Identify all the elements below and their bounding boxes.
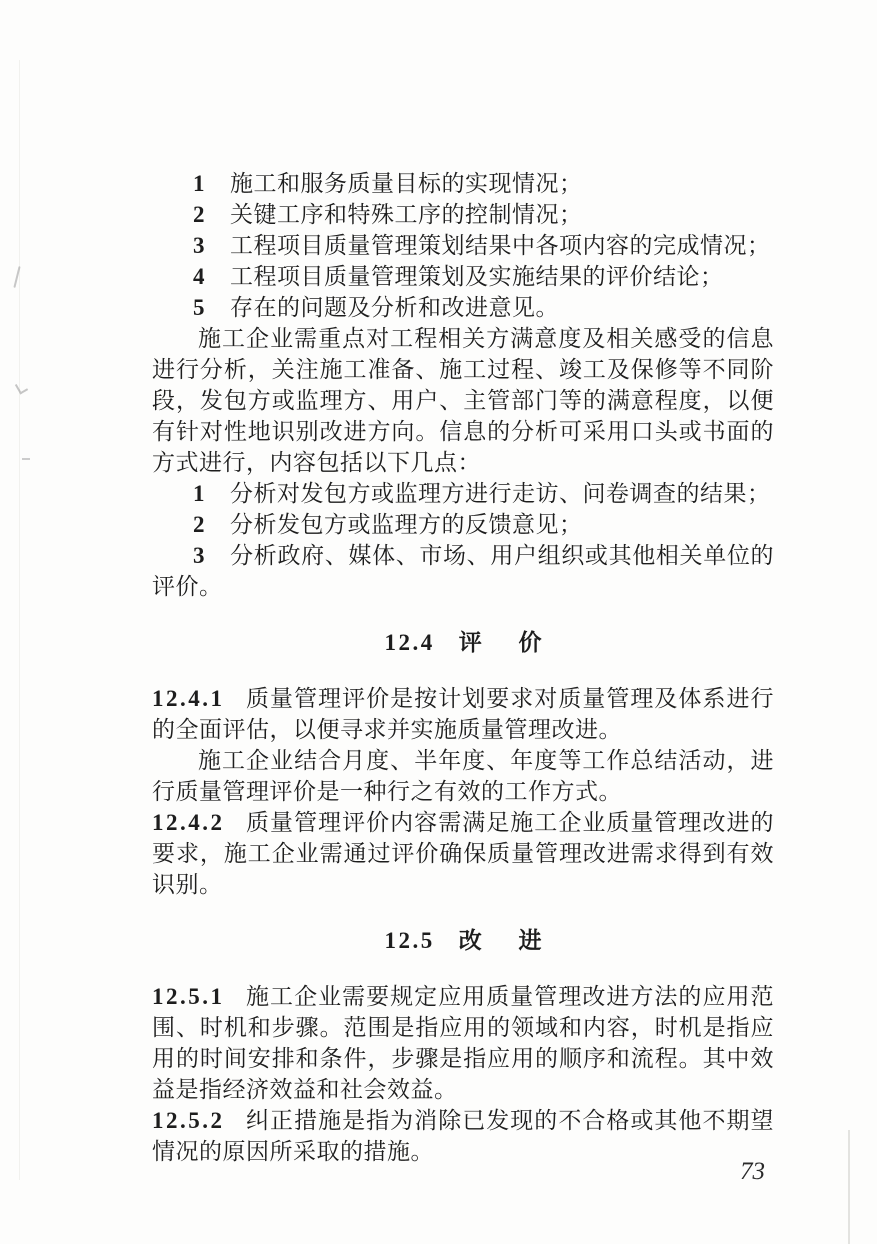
- item-text: 施工和服务质量目标的实现情况；: [230, 171, 583, 196]
- item-number: 3: [193, 233, 205, 258]
- numbered-item: [152, 509, 774, 540]
- item-number: 1: [193, 171, 205, 196]
- item-text: 工程项目质量管理策划结果中各项内容的完成情况；: [230, 233, 771, 258]
- clause-12-5-2: [152, 1105, 774, 1167]
- section-title: 改进: [458, 928, 579, 953]
- item-number: 3: [193, 543, 205, 568]
- clause-12-5-1: [152, 981, 774, 1105]
- numbered-item: [152, 199, 774, 230]
- clause-number: 12.5.2: [152, 1108, 225, 1133]
- item-text: 工程项目质量管理策划及实施结果的评价结论；: [230, 264, 724, 289]
- section-number: 12.5: [384, 928, 435, 953]
- scan-artifact-slash: [13, 266, 20, 288]
- item-number: 2: [193, 202, 205, 227]
- scan-artifact-streak: [19, 60, 20, 1180]
- item-number: 1: [193, 481, 205, 506]
- page-number: 73: [740, 1158, 765, 1185]
- clause-number: 12.4.2: [152, 810, 225, 835]
- section-title: 评价: [458, 630, 579, 655]
- item-text: 分析对发包方或监理方进行走访、问卷调查的结果；: [230, 481, 771, 506]
- paragraph-evaluation-method: 施工企业结合月度、半年度、年度等工作总结活动，进行质量管理评价是一种行之有效的工作方式。: [152, 748, 774, 804]
- item-text: 分析发包方或监理方的反馈意见；: [230, 512, 583, 537]
- page-body: [152, 168, 774, 1167]
- item-number: 2: [193, 512, 205, 537]
- item-number: 4: [193, 264, 205, 289]
- paragraph-satisfaction-analysis: 施工企业需重点对工程相关方满意度及相关感受的信息进行分析，关注施工准备、施工过程、竣工及保修等不同阶段，发包方或监理方、用户、主管部门等的满意程度，以便有针对性地识别改进方向。信息的分析可采用口头或书面的方式进行，内容包括以下几点：: [152, 326, 774, 475]
- numbered-item: [152, 540, 774, 602]
- numbered-item: [152, 478, 774, 509]
- clause-text: 施工企业需要规定应用质量管理改进方法的应用范围、时机和步骤。范围是指应用的领域和内容，时机是指应用的时间安排和条件，步骤是指应用的顺序和流程。其中效益是指经济效益和社会效益。: [152, 984, 774, 1102]
- scan-artifact-tick: [15, 380, 28, 394]
- numbered-item: [152, 168, 774, 199]
- item-text: 存在的问题及分析和改进意见。: [230, 295, 559, 320]
- clause-12-4-1: [152, 683, 774, 745]
- item-number: 5: [193, 295, 205, 320]
- scan-artifact-dash: [22, 458, 30, 460]
- clause-text: 纠正措施是指为消除已发现的不合格或其他不期望情况的原因所采取的措施。: [152, 1108, 774, 1164]
- clause-12-4-2: [152, 807, 774, 900]
- clause-number: 12.4.1: [152, 686, 225, 711]
- clause-text: 质量管理评价是按计划要求对质量管理及体系进行的全面评估，以便寻求并实施质量管理改进。: [152, 686, 774, 742]
- numbered-item: [152, 230, 774, 261]
- numbered-item: [152, 292, 774, 323]
- numbered-item: [152, 261, 774, 292]
- scan-artifact-edge-line: [848, 1130, 850, 1244]
- section-heading-12-5: [152, 925, 774, 956]
- clause-text: 质量管理评价内容需满足施工企业质量管理改进的要求，施工企业需通过评价确保质量管理改进需求得到有效识别。: [152, 810, 774, 897]
- section-heading-12-4: [152, 627, 774, 658]
- section-number: 12.4: [384, 630, 435, 655]
- item-text: 分析政府、媒体、市场、用户组织或其他相关单位的评价。: [152, 543, 774, 599]
- clause-number: 12.5.1: [152, 984, 225, 1009]
- item-text: 关键工序和特殊工序的控制情况；: [230, 202, 583, 227]
